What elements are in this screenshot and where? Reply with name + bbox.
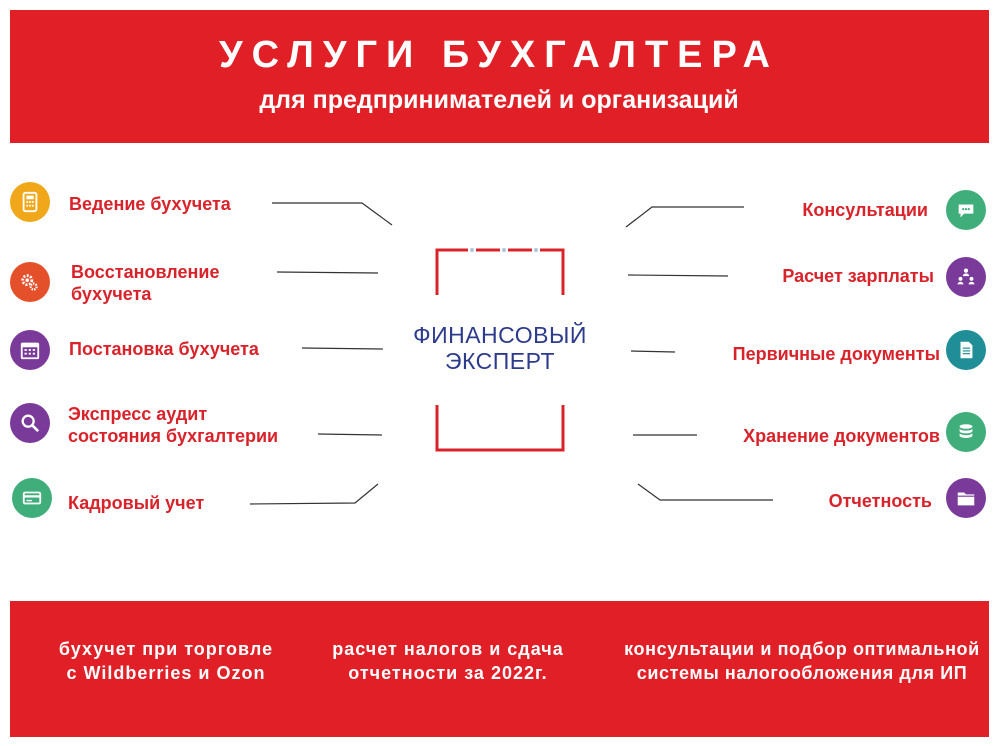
fact-marketplaces bbox=[48, 637, 284, 685]
service-label: Восстановление bbox=[71, 262, 220, 282]
magnifier-icon bbox=[10, 403, 50, 443]
service-doc-storage bbox=[743, 425, 940, 447]
calculator-icon bbox=[10, 182, 50, 222]
team-icon bbox=[946, 257, 986, 297]
center-label-line2: ЭКСПЕРТ bbox=[444, 348, 555, 374]
fact-line: консультации и подбор оптимальной bbox=[624, 639, 980, 659]
fact-tax-system bbox=[624, 637, 980, 685]
service-payroll bbox=[782, 265, 934, 287]
connector-line bbox=[631, 351, 675, 352]
service-label: бухучета bbox=[71, 284, 152, 304]
chat-icon bbox=[946, 190, 986, 230]
connector-line bbox=[318, 434, 382, 435]
service-label: Кадровый учет bbox=[68, 493, 205, 513]
page-title: УСЛУГИ БУХГАЛТЕРА bbox=[219, 34, 779, 76]
connector-line bbox=[250, 484, 378, 504]
service-label: Консультации bbox=[802, 200, 928, 220]
connector-line bbox=[302, 348, 383, 349]
gears-icon bbox=[10, 262, 50, 302]
service-hr bbox=[68, 492, 204, 514]
service-restoration bbox=[71, 261, 219, 305]
service-reporting bbox=[829, 490, 932, 512]
service-consulting bbox=[802, 199, 928, 221]
fact-line: бухучет при торговле bbox=[58, 639, 274, 659]
fact-line: системы налогообложения для ИП bbox=[636, 663, 968, 683]
service-label: состояния бухгалтерии bbox=[68, 426, 279, 446]
service-label: Экспресс аудит bbox=[68, 404, 208, 424]
service-bookkeeping bbox=[69, 193, 231, 215]
service-audit bbox=[68, 403, 278, 447]
fact-line: отчетности за 2022г. bbox=[348, 663, 548, 683]
document-icon bbox=[946, 330, 986, 370]
connector-line bbox=[272, 203, 392, 225]
database-icon bbox=[946, 412, 986, 452]
service-label: Расчет зарплаты bbox=[782, 266, 934, 286]
folder-icon bbox=[946, 478, 986, 518]
service-setup bbox=[69, 338, 259, 360]
service-primary-docs bbox=[733, 343, 940, 365]
fact-taxes bbox=[320, 637, 576, 685]
connector-line bbox=[277, 272, 378, 273]
center-label-line1: ФИНАНСОВЫЙ bbox=[413, 322, 587, 348]
service-label: Отчетность bbox=[828, 491, 932, 511]
connector-line bbox=[628, 275, 728, 276]
connector-line bbox=[638, 484, 773, 500]
card-icon bbox=[12, 478, 52, 518]
connector-line bbox=[626, 207, 744, 227]
calendar-icon bbox=[10, 330, 50, 370]
service-label: Постановка бухучета bbox=[69, 339, 259, 359]
center-label bbox=[395, 322, 605, 374]
fact-line: с Wildberries и Ozon bbox=[66, 663, 266, 683]
service-label: Ведение бухучета bbox=[69, 194, 231, 214]
service-label: Хранение документов bbox=[743, 426, 940, 446]
service-label: Первичные документы bbox=[732, 344, 940, 364]
fact-line: расчет налогов и сдача bbox=[332, 639, 564, 659]
page-subtitle: для предпринимателей и организаций bbox=[259, 86, 739, 114]
